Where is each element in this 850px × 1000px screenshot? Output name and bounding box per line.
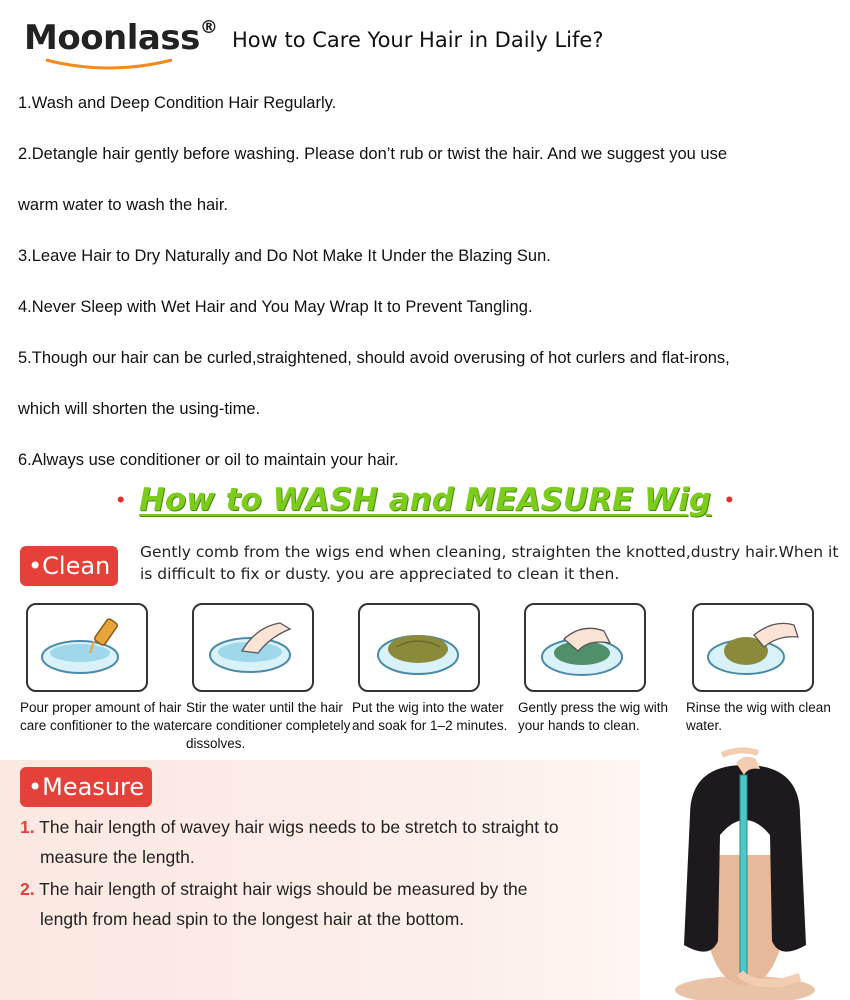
stir-water-icon [192, 603, 314, 692]
step-caption: Rinse the wig with clean water. [686, 700, 831, 733]
step-caption: Pour proper amount of hair care confitioner to the water. [20, 700, 190, 733]
step-caption: Put the wig into the water and soak for 1–2 minutes. [352, 700, 508, 733]
tip-line: 5.Though our hair can be curled,straightened, should avoid overusing of hot curlers and flat-irons, [18, 349, 730, 367]
tip-line: 2.Detangle hair gently before washing. Please don’t rub or twist the hair. And we suggest you use [18, 145, 728, 163]
clean-step [186, 603, 351, 751]
tip-line: 4.Never Sleep with Wet Hair and You May Wrap It to Prevent Tangling. [18, 298, 533, 316]
measure-item [20, 874, 640, 934]
pour-conditioner-icon [26, 603, 148, 692]
rinse-wig-icon [692, 603, 814, 692]
measure-item-text: length from head spin to the longest hair at the bottom. [40, 909, 465, 929]
tip-line: 6.Always use conditioner or oil to maintain your hair. [18, 451, 399, 469]
measure-badge: •Measure [20, 767, 152, 807]
press-wig-icon [524, 603, 646, 692]
measure-item-text: The hair length of wavey hair wigs needs to be stretch to straight to [39, 817, 559, 837]
measure-item [20, 812, 640, 872]
clean-description: Gently comb from the wigs end when cleaning, straighten the knotted,dustry hair.When it is difficult to fix or dusty. you are appreciated to clean it then. [140, 543, 839, 583]
care-tips-list [18, 78, 838, 486]
heading-bullet: • [725, 487, 734, 512]
tip-line: 3.Leave Hair to Dry Naturally and Do Not Make It Under the Blazing Sun. [18, 247, 551, 265]
measure-item-number: 1. [20, 817, 35, 837]
heading-bullet: • [116, 487, 125, 512]
tip-line: which will shorten the using-time. [18, 400, 261, 418]
wash-measure-title: How to WASH and MEASURE Wig [138, 482, 712, 518]
clean-step [20, 603, 190, 733]
clean-step [518, 603, 678, 733]
measure-item-text: The hair length of straight hair wigs should be measured by the [39, 879, 528, 899]
header [24, 14, 824, 74]
clean-step [352, 603, 512, 733]
brand-name: Moonlass [24, 18, 200, 58]
tip-line: 1.Wash and Deep Condition Hair Regularly. [18, 94, 337, 112]
wig-measure-illustration [640, 745, 850, 1000]
wash-measure-heading [0, 482, 850, 518]
step-caption: Gently press the wig with your hands to clean. [518, 700, 669, 733]
page-title: How to Care Your Hair in Daily Life? [232, 28, 604, 52]
brand-registered-mark: ® [199, 16, 218, 38]
brand-logo [24, 18, 217, 58]
measure-item-number: 2. [20, 879, 35, 899]
measure-item-text: measure the length. [40, 847, 195, 867]
step-caption: Stir the water until the hair care conditioner completely dissolves. [186, 700, 351, 751]
clean-step [686, 603, 846, 733]
soak-wig-icon [358, 603, 480, 692]
clean-badge: •Clean [20, 546, 118, 586]
tip-line: warm water to wash the hair. [18, 196, 229, 214]
logo-swoosh-icon [44, 58, 174, 72]
